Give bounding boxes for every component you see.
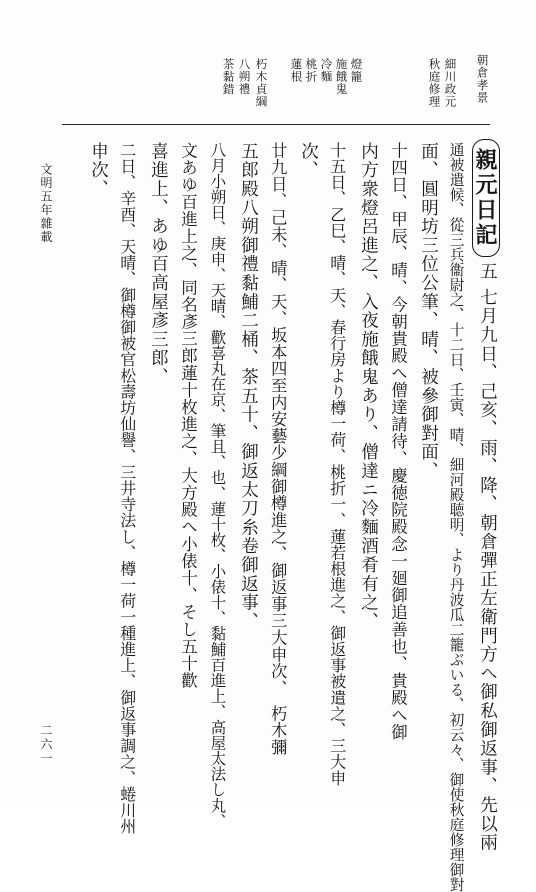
body-line: 七月九日、己亥、雨、降、朝倉彈正左衛門方へ御私御返事、先以兩 xyxy=(477,288,498,852)
body-line: 通被遣候、從三兵衞尉之、十二日、壬寅、晴、細河殿聴明、より丹波瓜二籠ぶいる、初云々、御使秋庭修理御對 xyxy=(447,142,465,892)
header-note: 八朔禮 xyxy=(237,58,252,96)
section-volume: 五 xyxy=(477,262,498,281)
header-note: 細川政元 xyxy=(443,58,458,108)
body-line: 五郎殿八朔御禮黏鯆二桶、茶五十、御返太刀糸卷御返事、 xyxy=(238,142,259,631)
book-title: 文明五年雜載 xyxy=(39,163,53,244)
header-note: 茶黏錯 xyxy=(221,58,236,96)
header-note: 燈籠 xyxy=(349,58,364,83)
body-line: 面、圓明坊三位公筆、晴、被參御對面、 xyxy=(418,142,439,481)
body-line: 次、 xyxy=(298,142,319,180)
header-note: 秋庭修理 xyxy=(427,58,442,108)
body-line: 八月小朔日、庚申、天晴、歡喜丸在京、筆且、也、蓮十枚、小俵十、黏鯆百進上、高屋太法し丸、 xyxy=(208,142,227,829)
header-note: 蓮根 xyxy=(289,58,304,83)
section-title: 親元日記 xyxy=(472,148,498,248)
header-note: 朽木貞綱 xyxy=(254,58,269,108)
body-line: 廿九日、己未、晴、天、坂本四至内安藝少綱御樽進之、御返事三大申次、 朽木彌 xyxy=(268,142,288,756)
running-title: 朝倉孝景 xyxy=(475,54,490,104)
body-line: 申次、 xyxy=(88,142,109,199)
page-number: 二六一 xyxy=(39,724,53,766)
body-line: 喜進上、あゆ百高屋彥三郎、 xyxy=(148,142,169,387)
header-note: 施餓鬼 xyxy=(334,58,349,96)
body-line: 十四日、甲辰、晴、今朝貴殿へ僧達請待、慶徳院殿念一廻御追善也、貴殿へ御 xyxy=(388,142,408,741)
body-line: 文あゆ百進上之、同名彥三郎蓮十枚進之、大方殿へ小俵十、そし五十歡 xyxy=(178,142,198,690)
header-rule xyxy=(62,124,490,125)
body-line: 二日、辛酉、天晴、御樽御被官松壽坊仙譽、三井寺法し、樽一荷一種進上、御返事調之、蜷川州 xyxy=(117,142,137,835)
body-line: 内方衆燈呂進之、入夜施餓鬼あり、僧達ニ冷麵酒肴有之、 xyxy=(358,142,379,631)
header-note: 冷麵 xyxy=(319,58,334,83)
body-line: 十五日、乙巳、晴、天、春行房より樽一荷、桃折一、蓮若根進之、御返事被遣之、三大申 xyxy=(327,142,347,786)
header-note: 桃折 xyxy=(304,58,319,83)
